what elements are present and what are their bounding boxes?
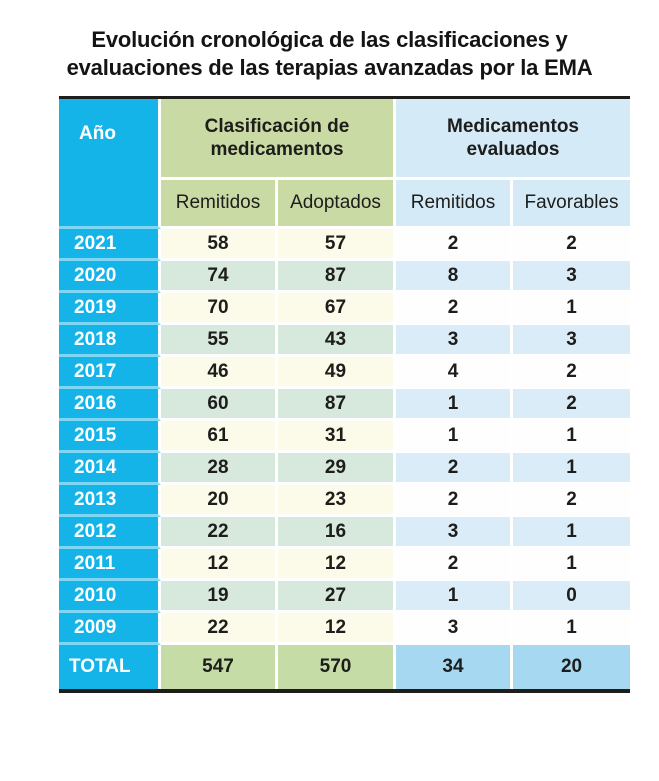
year-cell: 2017 <box>59 357 161 389</box>
group-header-clasificacion: Clasificación de medicamentos <box>161 99 396 180</box>
value-cell: 16 <box>278 517 396 549</box>
page-title <box>0 26 659 82</box>
total-value-cell: 20 <box>513 645 630 689</box>
table-row-2018 <box>59 325 630 357</box>
value-cell: 22 <box>161 517 278 549</box>
value-cell: 12 <box>278 549 396 581</box>
value-cell: 19 <box>161 581 278 613</box>
value-cell: 0 <box>513 581 630 613</box>
year-cell: 2021 <box>59 229 161 261</box>
value-cell: 67 <box>278 293 396 325</box>
year-cell: 2014 <box>59 453 161 485</box>
value-cell: 1 <box>513 517 630 549</box>
table-row-2011 <box>59 549 630 581</box>
value-cell: 1 <box>396 581 513 613</box>
year-cell: 2011 <box>59 549 161 581</box>
value-cell: 87 <box>278 389 396 421</box>
value-cell: 70 <box>161 293 278 325</box>
total-value-cell: 570 <box>278 645 396 689</box>
value-cell: 3 <box>513 261 630 293</box>
year-cell: 2016 <box>59 389 161 421</box>
value-cell: 55 <box>161 325 278 357</box>
group-header-row <box>59 99 630 180</box>
sub-header-clasificacion-adoptados: Adoptados <box>278 180 396 229</box>
group-header-evaluados: Medicamentos evaluados <box>396 99 630 180</box>
ema-evolution-table <box>59 96 630 693</box>
value-cell: 43 <box>278 325 396 357</box>
value-cell: 3 <box>396 325 513 357</box>
value-cell: 3 <box>396 517 513 549</box>
value-cell: 12 <box>161 549 278 581</box>
table-row-2010 <box>59 581 630 613</box>
table-row-2013 <box>59 485 630 517</box>
value-cell: 87 <box>278 261 396 293</box>
value-cell: 28 <box>161 453 278 485</box>
value-cell: 74 <box>161 261 278 293</box>
value-cell: 3 <box>396 613 513 645</box>
sub-header-evaluados-remitidos: Remitidos <box>396 180 513 229</box>
year-cell: 2020 <box>59 261 161 293</box>
value-cell: 49 <box>278 357 396 389</box>
value-cell: 1 <box>513 549 630 581</box>
value-cell: 31 <box>278 421 396 453</box>
total-label-cell: TOTAL <box>59 645 161 689</box>
value-cell: 2 <box>396 293 513 325</box>
table-row-2015 <box>59 421 630 453</box>
value-cell: 3 <box>513 325 630 357</box>
value-cell: 1 <box>513 453 630 485</box>
value-cell: 1 <box>396 421 513 453</box>
sub-header-evaluados-favorables: Favorables <box>513 180 630 229</box>
value-cell: 1 <box>513 293 630 325</box>
value-cell: 60 <box>161 389 278 421</box>
table-row-2016 <box>59 389 630 421</box>
value-cell: 2 <box>396 485 513 517</box>
table-row-2012 <box>59 517 630 549</box>
value-cell: 1 <box>513 613 630 645</box>
table-row-2019 <box>59 293 630 325</box>
value-cell: 29 <box>278 453 396 485</box>
value-cell: 27 <box>278 581 396 613</box>
value-cell: 22 <box>161 613 278 645</box>
value-cell: 2 <box>396 549 513 581</box>
year-column-header: Año <box>59 99 161 229</box>
value-cell: 2 <box>513 229 630 261</box>
value-cell: 61 <box>161 421 278 453</box>
year-cell: 2012 <box>59 517 161 549</box>
value-cell: 12 <box>278 613 396 645</box>
year-cell: 2009 <box>59 613 161 645</box>
year-cell: 2010 <box>59 581 161 613</box>
year-cell: 2015 <box>59 421 161 453</box>
total-value-cell: 547 <box>161 645 278 689</box>
value-cell: 1 <box>396 389 513 421</box>
table-row-2021 <box>59 229 630 261</box>
table-row-2014 <box>59 453 630 485</box>
value-cell: 2 <box>396 229 513 261</box>
table-row-2009 <box>59 613 630 645</box>
year-cell: 2018 <box>59 325 161 357</box>
table-row-2017 <box>59 357 630 389</box>
value-cell: 8 <box>396 261 513 293</box>
value-cell: 46 <box>161 357 278 389</box>
value-cell: 4 <box>396 357 513 389</box>
total-value-cell: 34 <box>396 645 513 689</box>
value-cell: 23 <box>278 485 396 517</box>
year-cell: 2013 <box>59 485 161 517</box>
table-row-2020 <box>59 261 630 293</box>
value-cell: 2 <box>513 485 630 517</box>
value-cell: 57 <box>278 229 396 261</box>
value-cell: 1 <box>513 421 630 453</box>
table-row-total <box>59 645 630 689</box>
page-title-line-1: Evolución cronológica de las clasificaciones y <box>91 27 568 52</box>
sub-header-clasificacion-remitidos: Remitidos <box>161 180 278 229</box>
value-cell: 2 <box>396 453 513 485</box>
year-cell: 2019 <box>59 293 161 325</box>
value-cell: 2 <box>513 357 630 389</box>
value-cell: 2 <box>513 389 630 421</box>
page-title-line-2: evaluaciones de las terapias avanzadas por la EMA <box>66 55 593 81</box>
value-cell: 20 <box>161 485 278 517</box>
value-cell: 58 <box>161 229 278 261</box>
